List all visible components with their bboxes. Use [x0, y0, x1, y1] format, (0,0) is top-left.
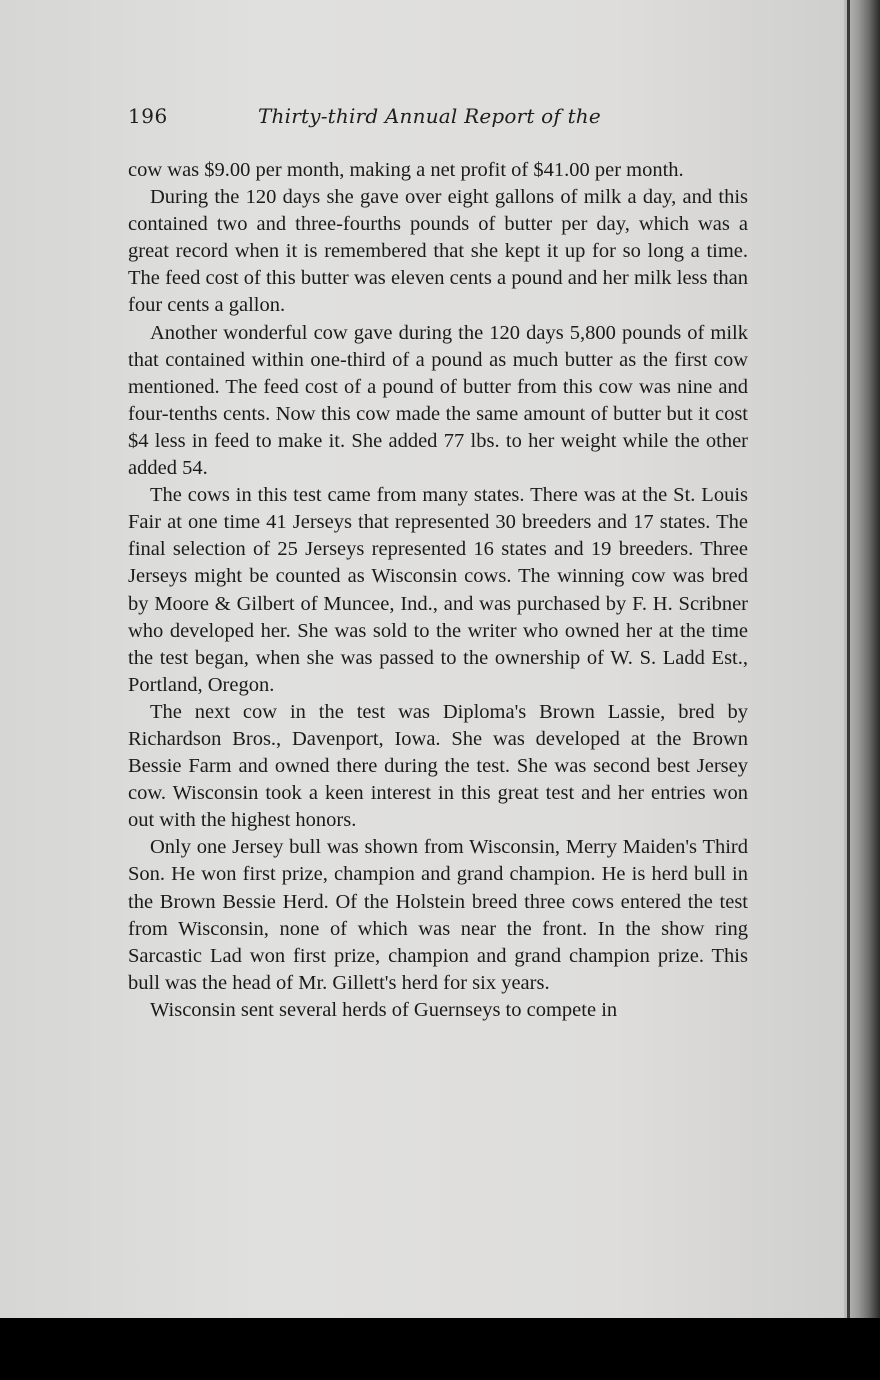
running-title: Thirty-third Annual Report of the — [258, 104, 601, 128]
scan-bottom-border — [0, 1318, 880, 1380]
paragraph-3: Another wonderful cow gave during the 120 days 5,800 pounds of milk that contained within one-third of a pound as much butter as the first cow mentioned. The feed cost of a pound of butter from this cow was nine and four-tenths cents. Now this cow made the same amount of butter but it cost $4 less in feed to make it. She added 77 lbs. to her weight while the other added 54. — [128, 321, 748, 480]
paragraph-6: Only one Jersey bull was shown from Wisconsin, Merry Maiden's Third Son. He won first prize, champion and grand champion. He is herd bull in the Brown Bessie Herd. Of the Holstein breed three cows entered the test from Wisconsin, none of which was near the front. In the show ring Sarcastic Lad won first prize, champion and grand champion prize. This bull was the head of Mr. Gillett's herd for six years. — [128, 836, 748, 994]
paragraph-7: Wisconsin sent several herds of Guernseys to compete in — [150, 998, 618, 1021]
page-header — [128, 104, 748, 134]
book-spine-edge — [847, 0, 850, 1318]
page-number: 196 — [128, 104, 168, 128]
paragraph-2: During the 120 days she gave over eight gallons of milk a day, and this contained two and three-fourths pounds of butter per day, which was a great record when it is remembered that she kept it up for so long a time. The feed cost of this butter was eleven cents a pound and her milk less than four cents a gallon. — [128, 186, 748, 317]
body-text — [128, 157, 748, 1024]
paragraph-1: cow was $9.00 per month, making a net profit of $41.00 per month. — [128, 159, 684, 181]
paragraph-5: The next cow in the test was Diploma's Brown Lassie, bred by Richardson Bros., Davenport, Iowa. She was developed at the Brown Bessie Farm and owned there during the test. She was second best Jersey cow. Wisconsin took a keen interest in this great test and her entries won out with the highest honors. — [128, 700, 748, 832]
paragraph-4: The cows in this test came from many states. There was at the St. Louis Fair at one time 41 Jerseys that represented 30 breeders and 17 states. The final selection of 25 Jerseys represented 16 states and 19 breeders. Three Jerseys might be counted as Wisconsin cows. The winning cow was bred by Moore & Gilbert of Muncee, Ind., and was purchased by F. H. Scribner who developed her. She was sold to the writer who owned her at the time the test began, when she was passed to the ownership of W. S. Ladd Est., Portland, Oregon. — [128, 484, 748, 696]
